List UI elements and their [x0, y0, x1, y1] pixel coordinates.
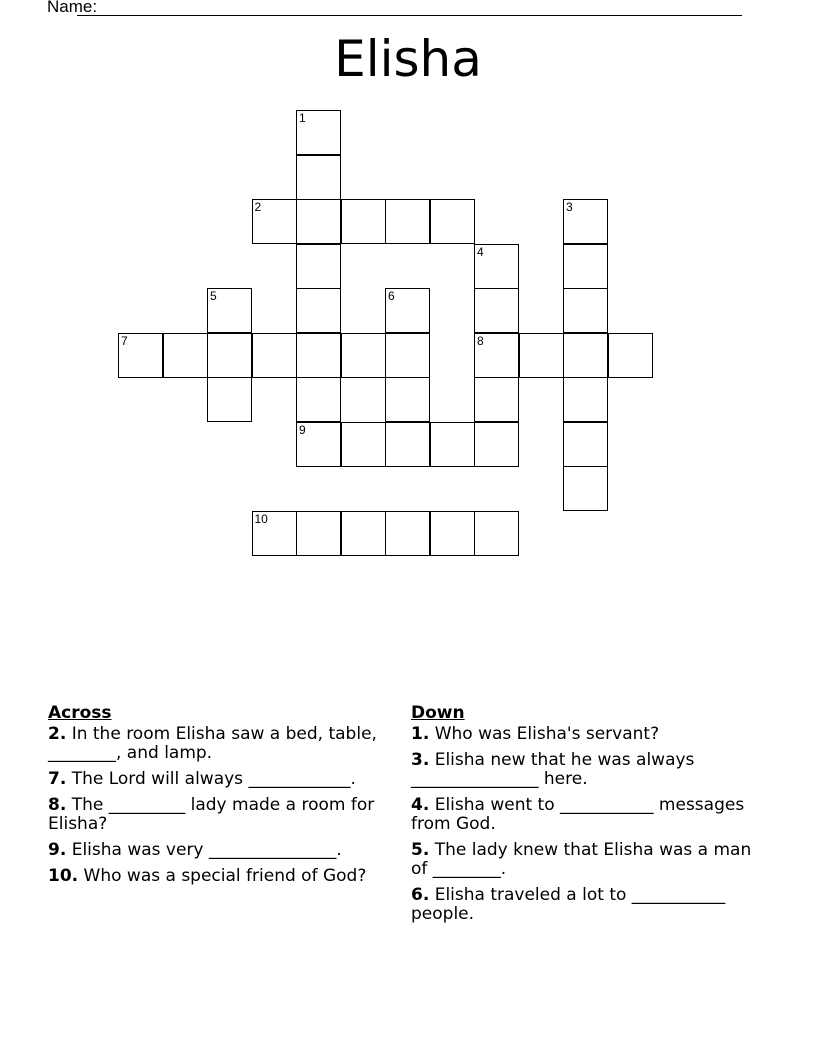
- clue-number: 7.: [48, 769, 67, 789]
- cell-number: 9: [299, 422, 306, 437]
- grid-cell[interactable]: [474, 377, 519, 422]
- cell-number: 1: [299, 111, 306, 125]
- cell-number: 8: [477, 333, 484, 348]
- grid-cell[interactable]: [430, 511, 475, 556]
- across-clue-9: [48, 841, 378, 860]
- grid-cell[interactable]: [207, 377, 252, 422]
- clue-number: 5.: [411, 840, 430, 860]
- clue-text: The _________ lady made a room for Elisha?: [48, 795, 375, 834]
- down-heading: Down: [411, 703, 465, 723]
- clue-text: The lady knew that Elisha was a man of ________.: [411, 840, 752, 879]
- grid-cell[interactable]: [341, 422, 386, 467]
- across-clue-8: [48, 796, 378, 834]
- grid-cell[interactable]: [252, 511, 297, 556]
- grid-cell[interactable]: [385, 377, 430, 422]
- clue-text: Elisha traveled a lot to ___________ people.: [411, 885, 726, 924]
- grid-cell[interactable]: [474, 422, 519, 467]
- grid-cell[interactable]: [252, 199, 297, 244]
- across-heading: Across: [48, 703, 112, 723]
- grid-cell[interactable]: [252, 333, 297, 378]
- grid-cell[interactable]: [296, 155, 341, 200]
- grid-cell[interactable]: [563, 199, 608, 244]
- clue-number: 8.: [48, 795, 67, 815]
- grid-cell[interactable]: [563, 244, 608, 289]
- grid-cell[interactable]: [608, 333, 653, 378]
- clue-number: 9.: [48, 840, 67, 860]
- clue-text: Elisha went to ___________ messages from God.: [411, 795, 745, 834]
- puzzle-title: Elisha: [334, 30, 482, 88]
- clue-text: Elisha was very _______________.: [66, 840, 342, 860]
- grid-cell[interactable]: [430, 199, 475, 244]
- cell-number: 4: [477, 244, 484, 259]
- grid-cell[interactable]: [207, 333, 252, 378]
- name-blank-line[interactable]: [77, 15, 742, 16]
- down-clue-1: [411, 725, 761, 744]
- grid-cell[interactable]: [474, 244, 519, 289]
- cell-number: 3: [566, 200, 573, 214]
- grid-cell[interactable]: [563, 333, 608, 378]
- across-clue-10: [48, 867, 378, 886]
- grid-cell[interactable]: [341, 511, 386, 556]
- grid-cell[interactable]: [385, 288, 430, 333]
- grid-cell[interactable]: [385, 333, 430, 378]
- grid-cell[interactable]: [563, 377, 608, 422]
- across-clue-7: [48, 770, 378, 789]
- grid-cell[interactable]: [474, 511, 519, 556]
- grid-cell[interactable]: [296, 333, 341, 378]
- grid-cell[interactable]: [207, 288, 252, 333]
- grid-cell[interactable]: [118, 333, 163, 378]
- grid-cell[interactable]: [296, 377, 341, 422]
- grid-cell[interactable]: [474, 288, 519, 333]
- cell-number: 2: [254, 200, 262, 214]
- down-clue-4: [411, 796, 761, 834]
- down-clue-3: [411, 751, 761, 789]
- grid-cell[interactable]: [385, 199, 430, 244]
- grid-cell[interactable]: [163, 333, 208, 378]
- grid-cell[interactable]: [385, 511, 430, 556]
- cell-number: 7: [121, 333, 128, 348]
- grid-cell[interactable]: [296, 422, 341, 467]
- cell-number: 10: [254, 511, 268, 526]
- grid-cell[interactable]: [296, 244, 341, 289]
- cell-number: 6: [388, 289, 395, 303]
- clue-number: 4.: [411, 795, 430, 815]
- grid-cell[interactable]: [296, 199, 341, 244]
- grid-cell[interactable]: [430, 422, 475, 467]
- grid-cell[interactable]: [563, 422, 608, 467]
- clue-number: 10.: [48, 866, 79, 886]
- down-clue-5: [411, 841, 761, 879]
- grid-cell[interactable]: [385, 422, 430, 467]
- clue-text: Elisha new that he was always _______________ here.: [411, 750, 695, 789]
- clue-text: The Lord will always ____________.: [66, 769, 356, 789]
- down-clue-6: [411, 886, 761, 924]
- clue-text: Who was Elisha's servant?: [429, 724, 660, 744]
- grid-cell[interactable]: [341, 333, 386, 378]
- cell-number: 5: [210, 289, 217, 303]
- across-clue-2: [48, 725, 378, 763]
- grid-cell[interactable]: [563, 466, 608, 511]
- name-label: Name:: [47, 0, 98, 16]
- clue-number: 2.: [48, 724, 67, 744]
- grid-cell[interactable]: [474, 333, 519, 378]
- clue-number: 1.: [411, 724, 430, 744]
- clue-text: In the room Elisha saw a bed, table, ________, and lamp.: [48, 724, 377, 763]
- across-clues: [48, 703, 378, 893]
- down-clues: [411, 703, 761, 931]
- grid-cell[interactable]: [296, 110, 341, 155]
- grid-cell[interactable]: [563, 288, 608, 333]
- grid-cell[interactable]: [519, 333, 564, 378]
- grid-cell[interactable]: [296, 288, 341, 333]
- clue-number: 6.: [411, 885, 430, 905]
- clue-number: 3.: [411, 750, 430, 770]
- grid-cell[interactable]: [341, 199, 386, 244]
- clue-text: Who was a special friend of God?: [78, 866, 367, 886]
- grid-cell[interactable]: [296, 511, 341, 556]
